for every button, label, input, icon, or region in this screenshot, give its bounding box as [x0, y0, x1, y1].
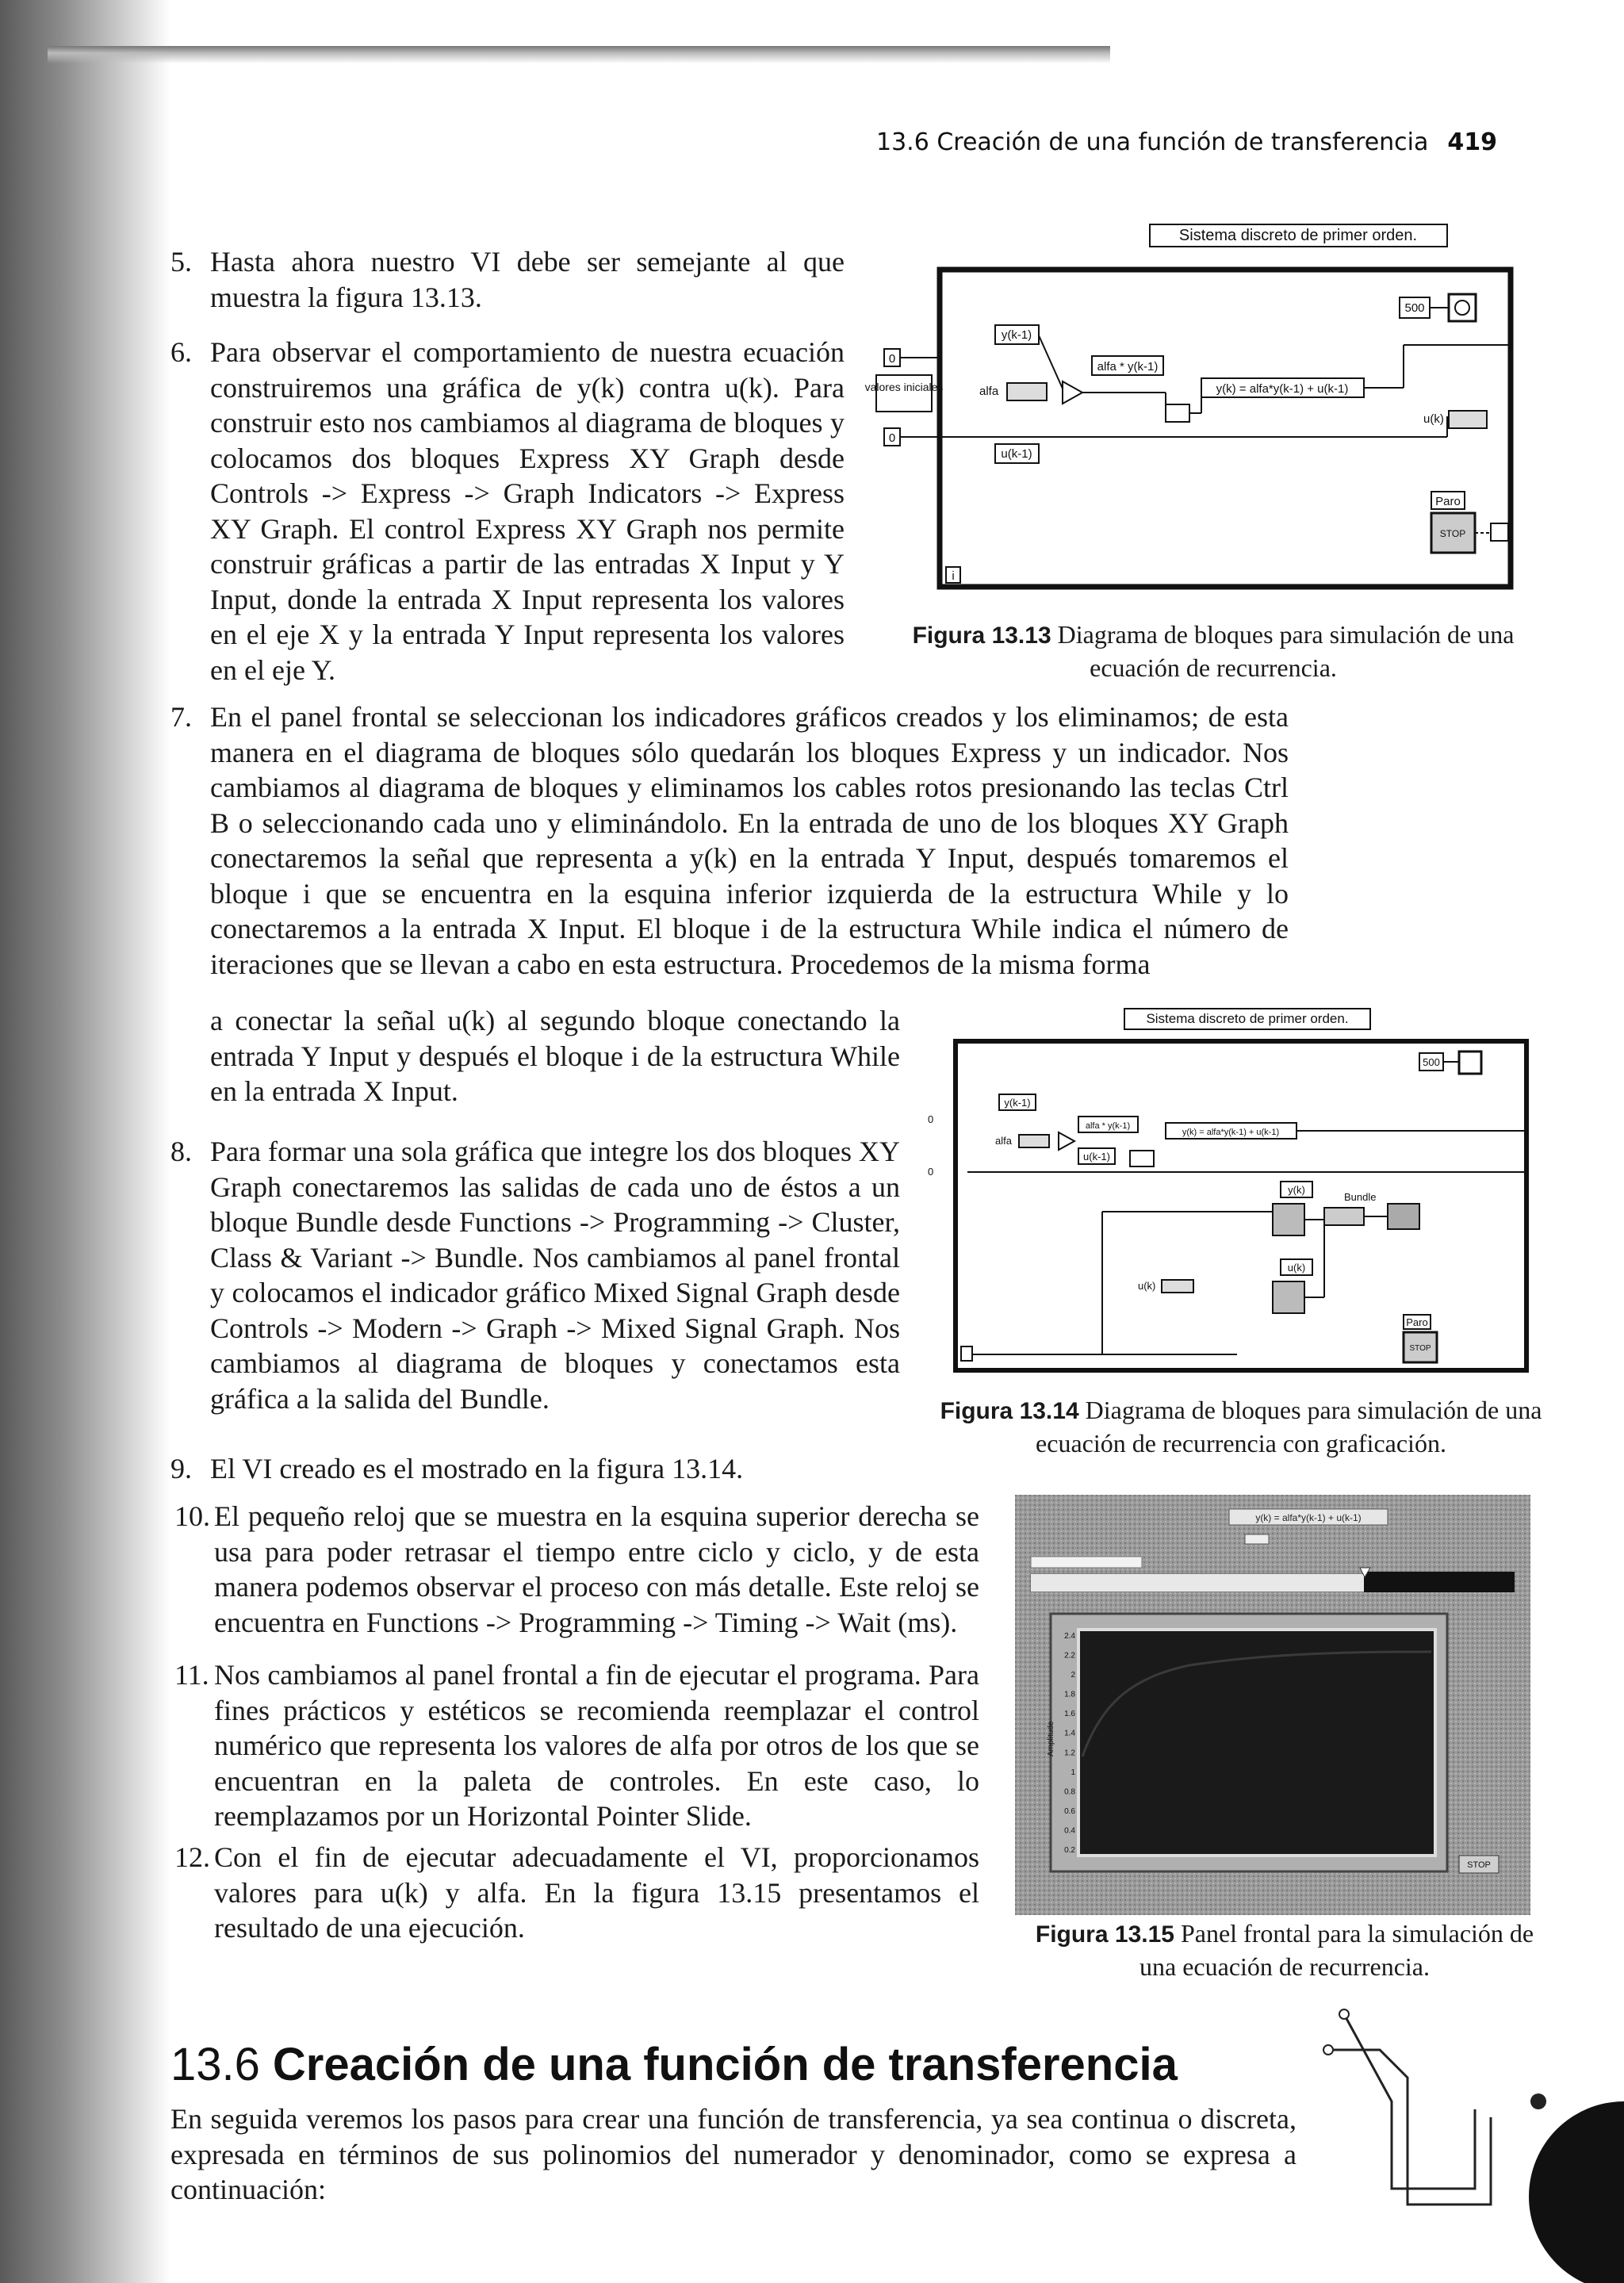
fig2-yk: y(k) — [1288, 1184, 1305, 1196]
fig1-caption: Diagrama de bloques para simulación de una ecuación de recurrencia. — [1057, 620, 1515, 682]
fig1-zero-top: 0 — [888, 352, 896, 366]
fig2-uk-label: u(k) — [1287, 1262, 1306, 1274]
fig1-stop: STOP — [1439, 528, 1466, 539]
y-tick-label: 1.2 — [1064, 1749, 1075, 1758]
fig2-alfa: alfa — [995, 1135, 1012, 1147]
item-number: 10. — [174, 1500, 210, 1532]
item-number: 8. — [170, 1136, 192, 1167]
list-item — [170, 699, 1289, 982]
fig2-uk-indicator: u(k) — [1138, 1280, 1156, 1292]
section-number: 13.6 — [170, 2039, 260, 2090]
list-item — [170, 244, 845, 315]
y-tick-label: 1.4 — [1064, 1729, 1075, 1738]
fig2-alfa-y: alfa * y(k-1) — [1085, 1121, 1131, 1131]
item-number: 7. — [170, 701, 192, 733]
y-tick-label: 1.6 — [1064, 1710, 1075, 1719]
fig2-uk1: u(k-1) — [1083, 1151, 1110, 1163]
fig1-yk1: y(k-1) — [1001, 328, 1032, 342]
fig2-bundle: Bundle — [1344, 1191, 1377, 1203]
item-text: El pequeño reloj que se muestra en la esquina superior derecha se usa para poder retrasar el tiempo entre ciclo y ciclo, y de esta manera podemos observar el proceso con más detalle. Este reloj se encuentra en Functions -> Programming -> Timing -> Wait (ms). — [214, 1500, 979, 1638]
list-item — [174, 1840, 979, 1946]
list-item — [210, 1003, 900, 1109]
item-number: 12. — [174, 1841, 210, 1873]
list-item — [174, 1499, 979, 1640]
item-text: Con el fin de ejecutar adecuadamente el VI, proporcionamos valores para u(k) y alfa. En la figura 13.15 presentamos el resultado de una ejecución. — [214, 1841, 979, 1944]
fig2-const-500: 500 — [1423, 1056, 1440, 1068]
y-tick-label: 2.2 — [1064, 1651, 1075, 1661]
fig1-label: Figura 13.13 — [912, 622, 1051, 649]
figure-13-13-diagram — [864, 218, 1522, 615]
fig3-caption: Panel frontal para la simulación de una ecuación de recurrencia. — [1139, 1919, 1534, 1981]
fig3-stop: STOP — [1467, 1860, 1491, 1870]
y-tick-label: 0.8 — [1064, 1787, 1075, 1797]
fig3-legend: y(k) = alfa*y(k-1) + u(k-1) — [1255, 1512, 1362, 1523]
intro-paragraph: En seguida veremos los pasos para crear una función de transferencia, ya sea continua o discreta, expresada en términos de sus polinomios del numerador y denominador, como se expresa a continuación: — [170, 2103, 1297, 2205]
item-text: Para formar una sola gráfica que integre los dos bloques XY Graph conectaremos las salidas de cada uno de éstos a un bloque Bundle desde Functions -> Programming -> Cluster, Class & Variant -> Bundle. Nos cambiamos al panel frontal y colocamos el indicador gráfico Mixed Signal Graph desde Controls -> Modern -> Graph -> Mixed Signal Graph. Nos cambiamos al diagrama de bloques y conectamos esta gráfica a la salida del Bundle. — [210, 1136, 900, 1415]
item-number: 6. — [170, 336, 192, 368]
fig3-ylabel: Amplitude — [1047, 1721, 1055, 1756]
list-item — [174, 1657, 979, 1834]
wait-clock-icon — [1449, 294, 1476, 321]
y-tick-label: 0.4 — [1064, 1826, 1075, 1836]
figure-13-15-caption — [1027, 1917, 1542, 1982]
fig2-title: Sistema discreto de primer orden. — [1146, 1011, 1349, 1026]
item-text: a conectar la señal u(k) al segundo bloque conectando la entrada Y Input y después el bloque i de la estructura While en la entrada X Input. — [210, 1005, 900, 1107]
mixed-signal-graph — [1078, 1630, 1435, 1856]
item-text: El VI creado es el mostrado en la figura 13.14. — [210, 1453, 744, 1484]
top-edge-shadow — [48, 46, 1110, 63]
fig2-caption: Diagrama de bloques para simulación de una ecuación de recurrencia con graficación. — [1036, 1396, 1542, 1458]
fig1-paro: Paro — [1435, 495, 1461, 508]
fig1-title: Sistema discreto de primer orden. — [1178, 227, 1418, 244]
item-text: En el panel frontal se seleccionan los indicadores gráficos creados y los eliminamos; de esta manera en el diagrama de bloques sólo quedarán los bloques Express y un indicador. Nos cambiamos al diagrama de bloques y eliminamos los cables rotos presionando las teclas Ctrl B o seleccionando cada uno y eliminándolo. En la entrada de uno de los bloques XY Graph conectaremos la señal que representa a y(k) en la entrada Y Input, después tomaremos el bloque i que se encuentra en la esquina inferior izquierda de la estructura While y lo conectaremos a la entrada X Input. El bloque i de la estructura While indica el número de iteraciones que se llevan a cabo en esta estructura. Procedemos de la misma forma — [210, 701, 1289, 980]
fig1-valores: valores iniciales — [864, 381, 944, 393]
item-number: 9. — [170, 1453, 192, 1484]
figure-13-15-front-panel — [1015, 1495, 1530, 1915]
item-text: Nos cambiamos al panel frontal a fin de ejecutar el programa. Para fines prácticos y estéticos se recomienda reemplazar el control numérico que representa los valores de alfa por otros de los que se encuentran en la paleta de controles. En este caso, lo reemplazamos por un Horizontal Pointer Slide. — [214, 1659, 979, 1832]
fig1-alfa: alfa — [979, 385, 999, 398]
fig1-uk1: u(k-1) — [1001, 447, 1032, 461]
section-title: Creación de una función de transferencia — [272, 2039, 1178, 2090]
book-gutter-shadow — [0, 0, 170, 2283]
fig1-eq: y(k) = alfa*y(k-1) + u(k-1) — [1216, 382, 1349, 396]
figure-13-14-diagram — [920, 1006, 1546, 1394]
running-header — [876, 128, 1497, 156]
fig1-alfa-y: alfa * y(k-1) — [1097, 360, 1159, 373]
item-number: 5. — [170, 246, 192, 278]
fig2-label: Figura 13.14 — [940, 1398, 1079, 1424]
y-tick-label: 0.2 — [1064, 1846, 1075, 1855]
item-text: Para observar el comportamiento de nuestra ecuación construiremos una gráfica de y(k) contra u(k). Para construir esto nos cambiamos al diagrama de bloques y colocamos dos bloques Express XY Graph desde Controls -> Express -> Graph Indicators -> Express XY Graph. El control Express XY Graph nos permite construir gráficas a partir de las entradas X Input y Y Input, donde la entrada X Input representa los valores en el eje X y la entrada Y Input representa los valores en el eje Y. — [210, 336, 845, 686]
fig2-eq: y(k) = alfa*y(k-1) + u(k-1) — [1182, 1128, 1280, 1137]
fig3-label: Figura 13.15 — [1035, 1921, 1174, 1948]
y-tick-label: 1 — [1071, 1768, 1075, 1777]
fig2-stop: STOP — [1409, 1344, 1431, 1353]
wait-clock-icon — [1459, 1051, 1481, 1074]
list-item — [170, 1451, 900, 1487]
section-heading — [170, 2038, 1178, 2091]
fig1-const-500: 500 — [1404, 301, 1425, 315]
list-item — [170, 335, 845, 688]
figure-13-13-caption — [896, 619, 1530, 684]
y-tick-label: 2 — [1071, 1671, 1075, 1680]
list-item — [170, 1134, 900, 1416]
y-tick-label: 2.4 — [1064, 1632, 1075, 1641]
header-section: 13.6 Creación de una función de transferencia — [876, 128, 1429, 156]
decorative-circuit-graphic — [1316, 1990, 1624, 2283]
fig1-uk: u(k) — [1423, 412, 1444, 426]
y-tick-label: 0.6 — [1064, 1806, 1075, 1816]
page-number: 419 — [1447, 128, 1497, 156]
fig2-zero-bottom: 0 — [928, 1166, 934, 1178]
y-tick-label: 1.8 — [1064, 1690, 1075, 1699]
fig2-zero-top: 0 — [928, 1113, 934, 1125]
item-number: 11. — [174, 1659, 209, 1691]
figure-13-14-caption — [940, 1394, 1542, 1459]
fig1-zero-bottom: 0 — [888, 431, 896, 445]
item-text: Hasta ahora nuestro VI debe ser semejante al que muestra la figura 13.13. — [210, 246, 845, 313]
fig1-iter: i — [952, 569, 955, 583]
fig2-paro: Paro — [1406, 1316, 1428, 1328]
fig2-yk1: y(k-1) — [1004, 1097, 1031, 1109]
